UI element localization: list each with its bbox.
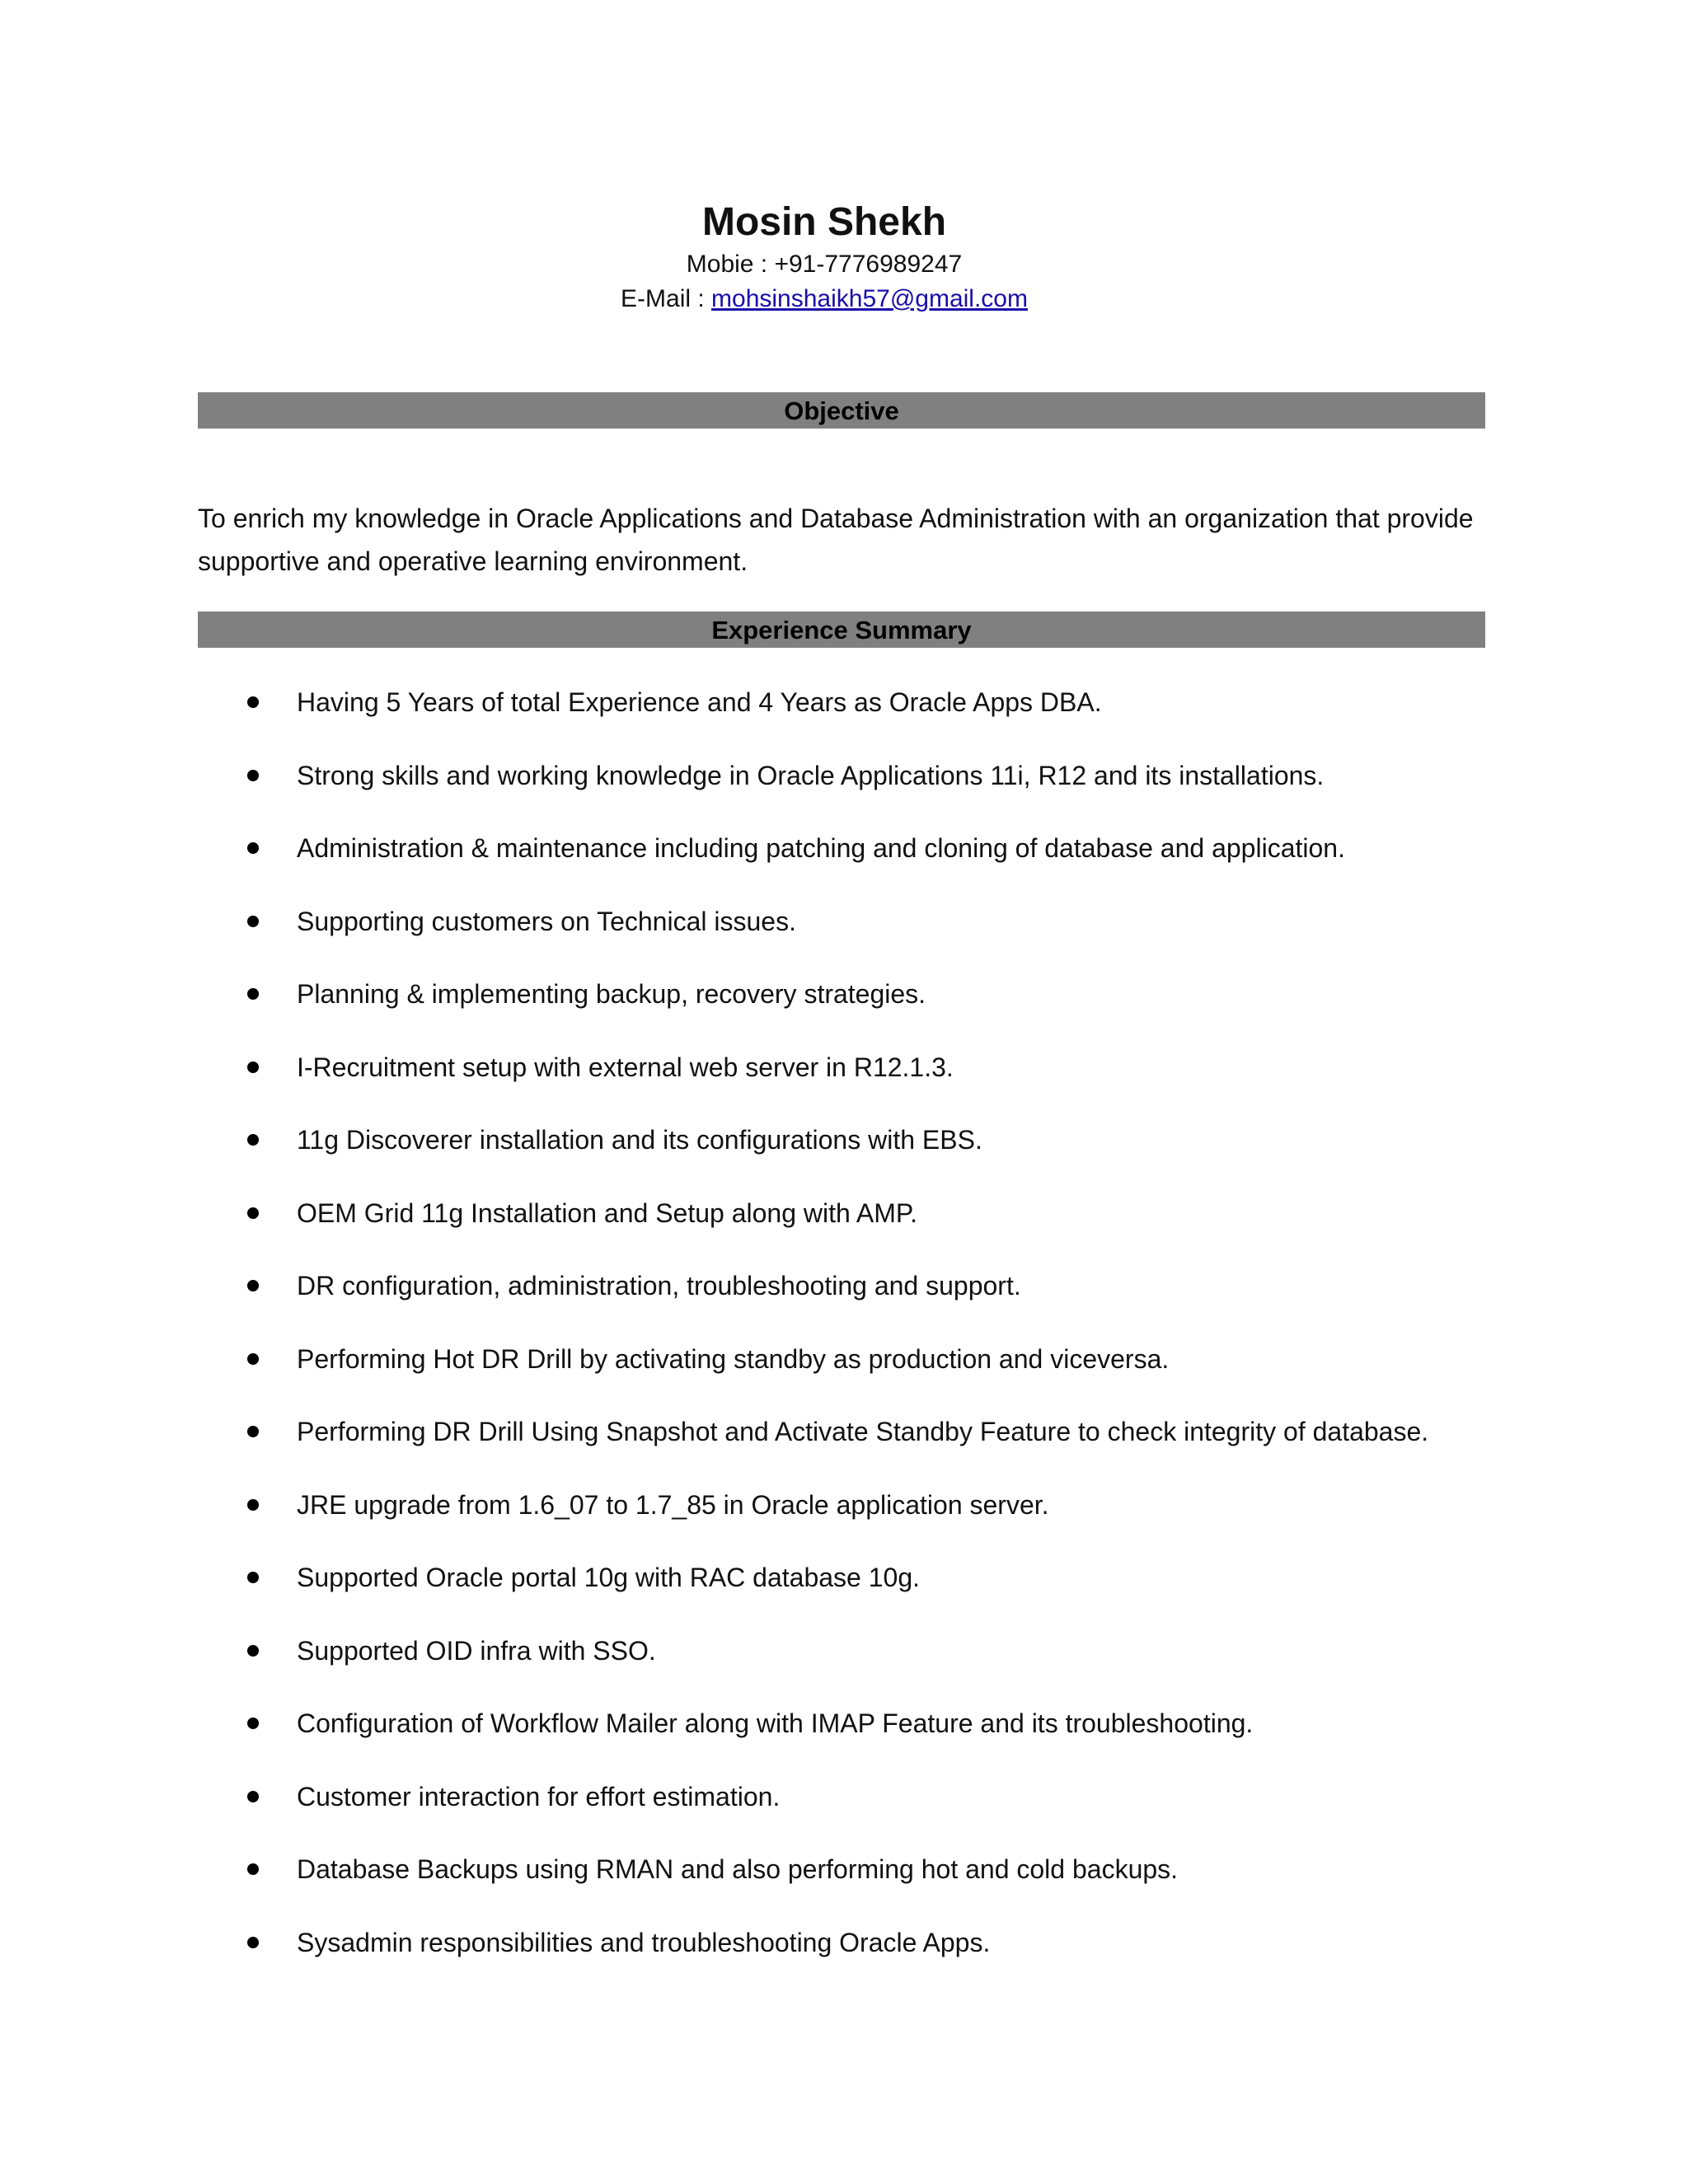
bullet-icon xyxy=(247,1062,259,1073)
list-item xyxy=(0,823,1648,897)
bullet-icon xyxy=(247,1426,259,1437)
list-item xyxy=(0,1626,1648,1699)
list-item xyxy=(0,751,1648,824)
list-item xyxy=(0,969,1648,1043)
bullet-icon xyxy=(247,1353,259,1365)
bullet-icon xyxy=(247,1645,259,1657)
resume-header xyxy=(0,198,1648,316)
bullet-icon xyxy=(247,1134,259,1146)
bullet-icon xyxy=(247,1937,259,1948)
experience-title: Experience Summary xyxy=(711,616,972,644)
bullet-icon xyxy=(247,1207,259,1219)
list-item xyxy=(0,1334,1648,1408)
bullet-icon xyxy=(247,1572,259,1583)
list-item xyxy=(0,1772,1648,1845)
bullet-icon xyxy=(247,1280,259,1291)
list-item-text: DR configuration, administration, troubleshooting and support. xyxy=(297,1271,1021,1301)
list-item-text: Performing Hot DR Drill by activating standby as production and viceversa. xyxy=(297,1343,1170,1374)
list-item-text: I-Recruitment setup with external web server in R12.1.3. xyxy=(297,1052,954,1082)
candidate-name: Mosin Shekh xyxy=(701,200,947,244)
list-item-text: Planning & implementing backup, recovery strategies. xyxy=(297,979,926,1009)
objective-section-bar xyxy=(198,392,1485,429)
bullet-icon xyxy=(247,1718,259,1729)
experience-section-bar xyxy=(198,612,1485,648)
list-item-text: Administration & maintenance including patching and cloning of database and application. xyxy=(297,833,1345,863)
list-item-text: Having 5 Years of total Experience and 4 Years as Oracle Apps DBA. xyxy=(297,687,1102,717)
list-item xyxy=(0,897,1648,970)
list-item xyxy=(0,677,1648,751)
list-item-text: Sysadmin responsibilities and troubleshooting Oracle Apps. xyxy=(297,1927,991,1957)
list-item xyxy=(0,1699,1648,1772)
list-item-text: Strong skills and working knowledge in Oracle Applications 11i, R12 and its installations. xyxy=(297,760,1325,790)
bullet-icon xyxy=(247,770,259,781)
list-item xyxy=(0,1407,1648,1480)
list-item-text: JRE upgrade from 1.6_07 to 1.7_85 in Oracle application server. xyxy=(297,1489,1049,1520)
bullet-icon xyxy=(247,842,259,854)
objective-title: Objective xyxy=(784,396,899,425)
bullet-icon xyxy=(247,916,259,927)
bullet-icon xyxy=(247,988,259,1000)
list-item-text: Performing DR Drill Using Snapshot and Activate Standby Feature to check integrity of database. xyxy=(297,1417,1429,1446)
bullet-icon xyxy=(247,1863,259,1875)
bullet-icon xyxy=(247,696,259,708)
email-label: E-Mail : xyxy=(621,285,712,312)
email-line xyxy=(0,282,1648,316)
list-item-text: 11g Discoverer installation and its configurations with EBS. xyxy=(297,1125,982,1155)
list-item xyxy=(0,1918,1648,1991)
list-item xyxy=(0,1844,1648,1918)
list-item xyxy=(0,1043,1648,1116)
list-item-text: Configuration of Workflow Mailer along with IMAP Feature and its troubleshooting. xyxy=(297,1708,1254,1738)
list-item-text: Database Backups using RMAN and also performing hot and cold backups. xyxy=(297,1854,1179,1884)
list-item xyxy=(0,1553,1648,1626)
email-link[interactable]: mohsinshaikh57@gmail.com xyxy=(711,285,1028,312)
list-item-text: Supported OID infra with SSO. xyxy=(297,1635,656,1666)
list-item-text: Supporting customers on Technical issues. xyxy=(297,906,796,936)
list-item-text: Customer interaction for effort estimation. xyxy=(297,1781,781,1811)
experience-list xyxy=(0,677,1648,1990)
list-item xyxy=(0,1480,1648,1554)
list-item-text: Supported Oracle portal 10g with RAC database 10g. xyxy=(297,1563,921,1592)
objective-text: To enrich my knowledge in Oracle Applications and Database Administration with an organization that provide supportive and operative learning environment. xyxy=(198,504,1474,576)
bullet-icon xyxy=(247,1499,259,1511)
list-item xyxy=(0,1188,1648,1262)
bullet-icon xyxy=(247,1791,259,1802)
list-item xyxy=(0,1261,1648,1334)
list-item xyxy=(0,1115,1648,1188)
list-item-text: OEM Grid 11g Installation and Setup along with AMP. xyxy=(297,1197,918,1228)
mobile-line: Mobie : +91-7776989247 xyxy=(686,251,963,278)
